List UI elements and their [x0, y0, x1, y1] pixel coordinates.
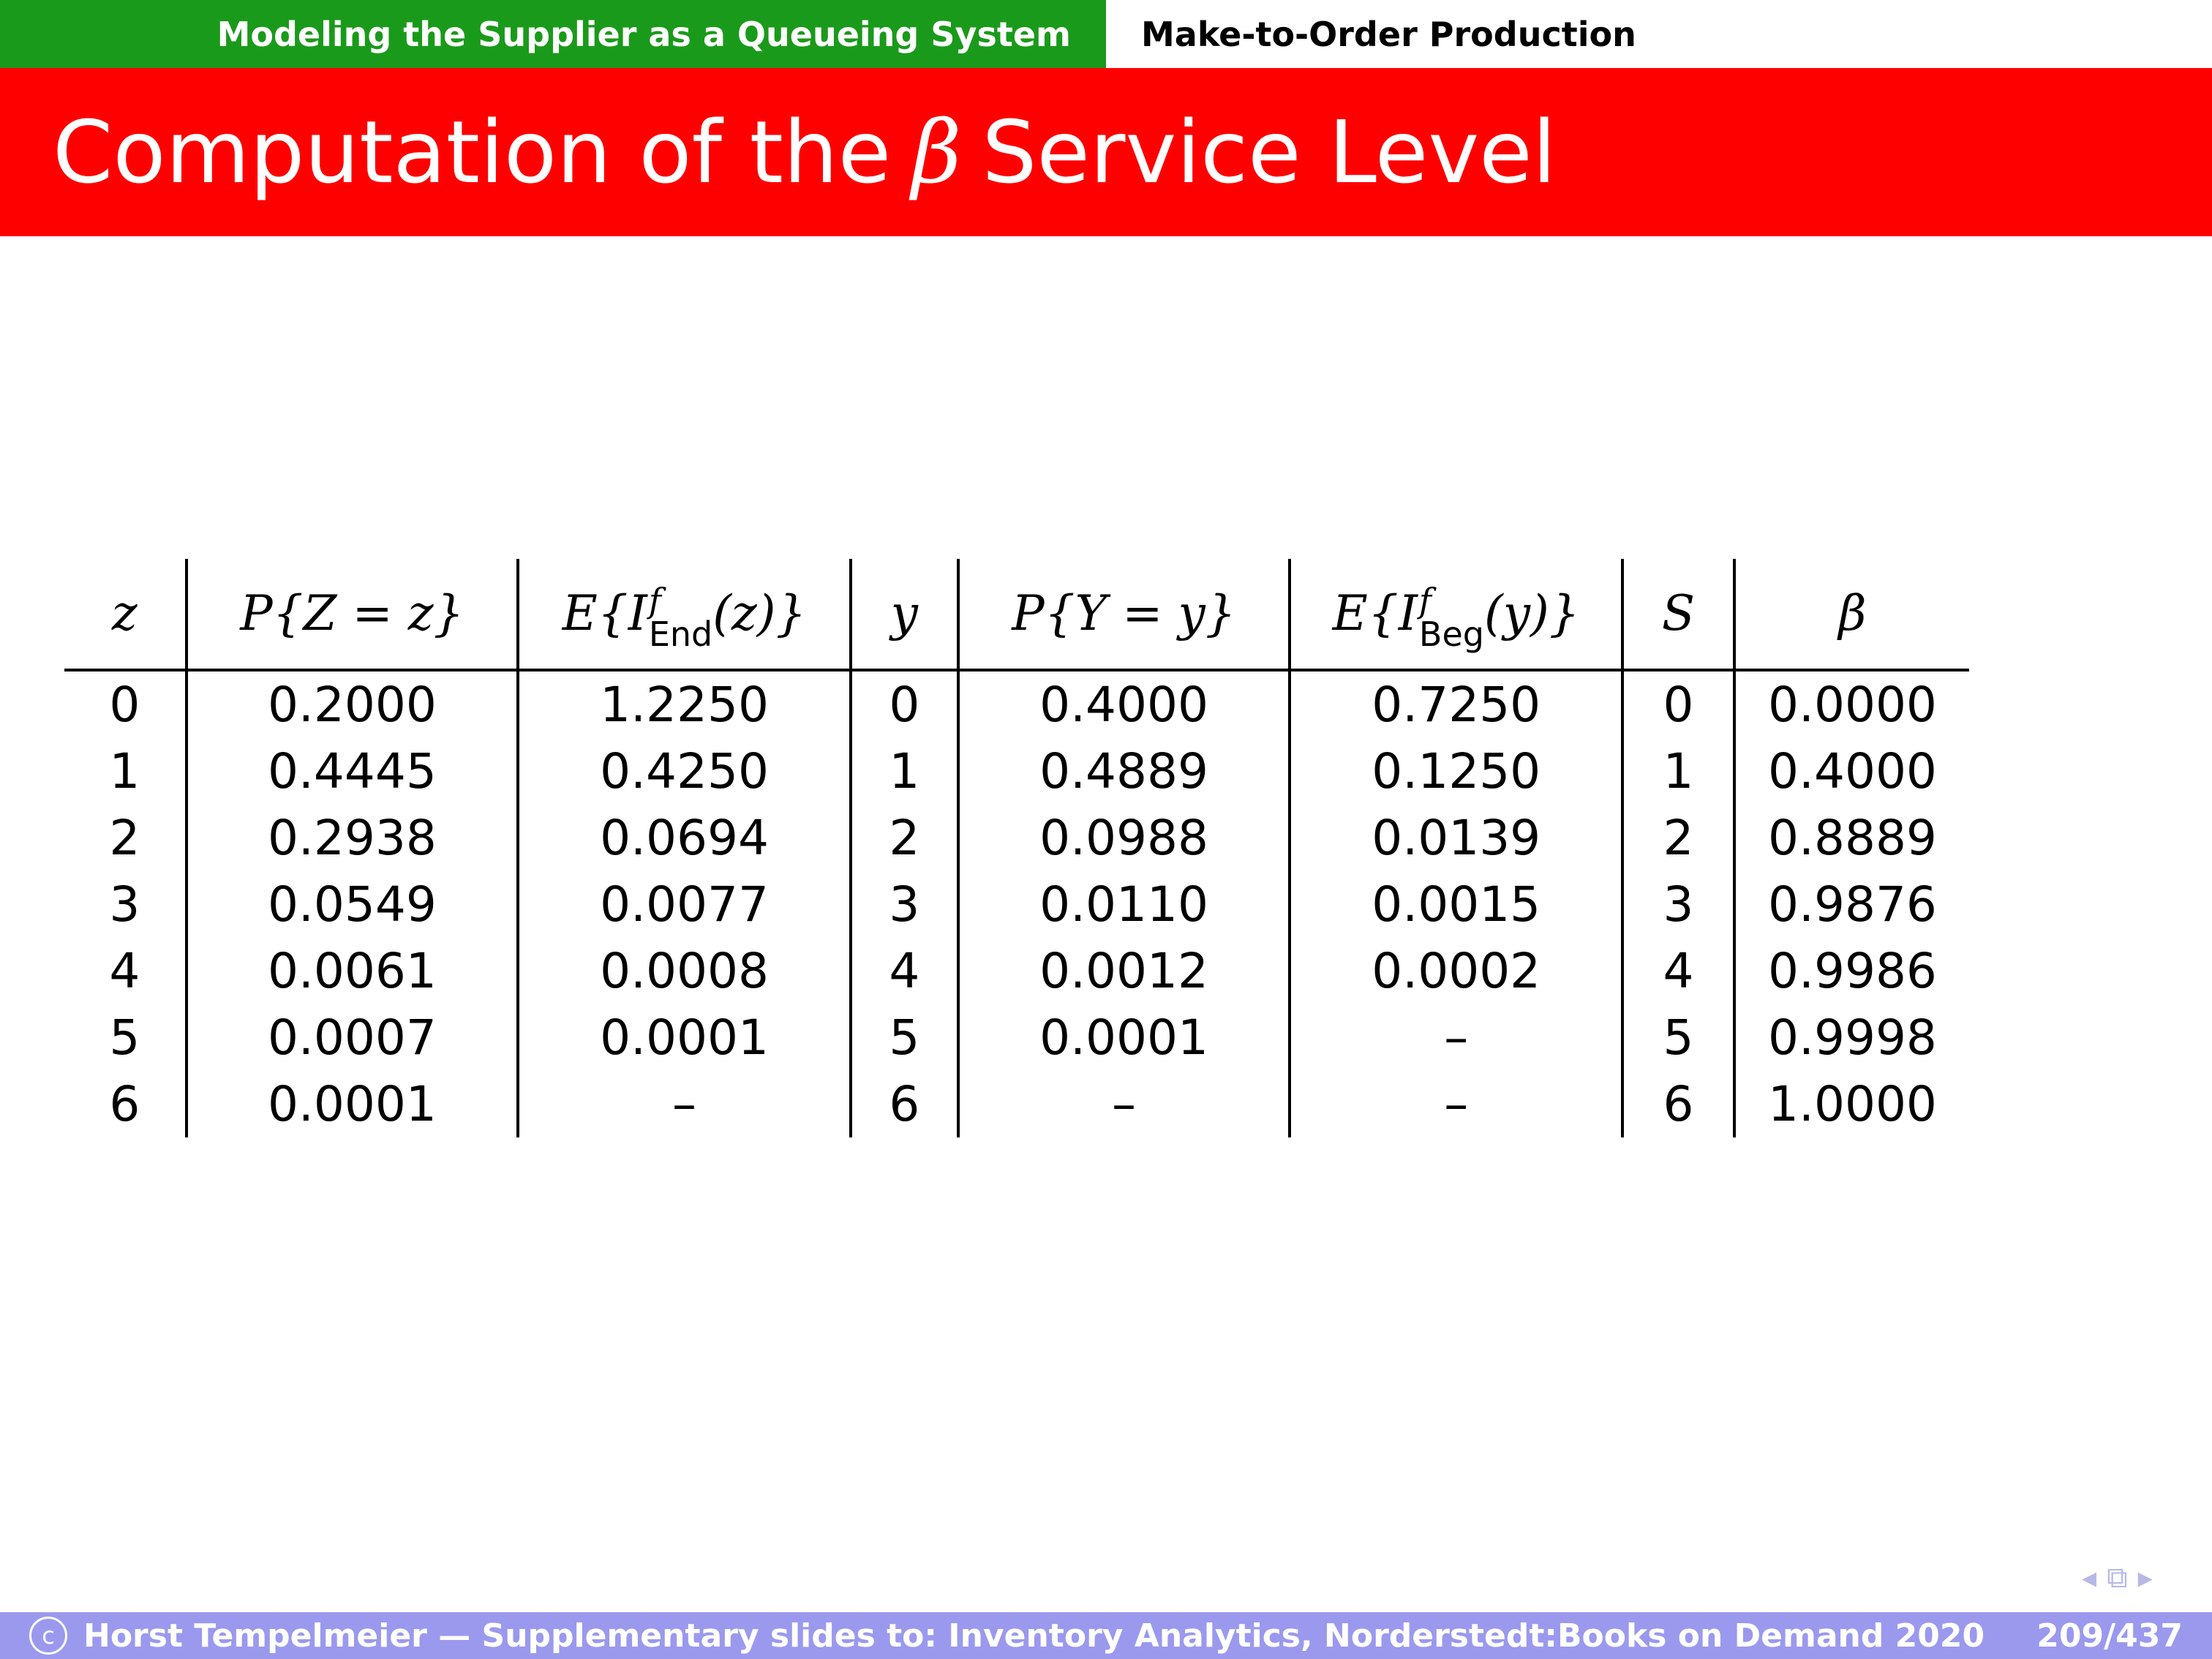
cell-py: 0.4000 [958, 670, 1290, 738]
slide-navigation [2082, 1561, 2153, 1595]
ebeg-sup: f [1418, 581, 1432, 620]
cell-beta: 0.9876 [1734, 871, 1969, 938]
cell-py: 0.0110 [958, 871, 1290, 938]
slide-title-symbol: β [911, 102, 962, 203]
cell-y: 4 [851, 938, 958, 1004]
cell-eend: 0.0694 [518, 805, 851, 871]
cell-eend: 0.4250 [518, 738, 851, 805]
col-header-py: P{Y = y} [958, 559, 1290, 670]
cell-z: 4 [109, 943, 140, 999]
cell-z: 6 [109, 1076, 140, 1132]
cell-eend: 0.0008 [518, 938, 851, 1004]
cell-s: 1 [1622, 738, 1734, 805]
eend-pre: E{I [562, 585, 647, 642]
cell-pz: 0.0001 [187, 1071, 519, 1137]
table-row [64, 871, 1969, 938]
ebeg-post: (y)} [1483, 585, 1580, 642]
table-row [64, 1071, 1969, 1137]
slide-title-prefix: Computation of the [53, 102, 892, 203]
cell-pz: 0.0061 [187, 938, 519, 1004]
cell-pz: 0.2938 [187, 805, 519, 871]
cell-ebeg: 0.0002 [1290, 938, 1622, 1004]
cell-ebeg: 0.1250 [1290, 738, 1622, 805]
table-row [64, 738, 1969, 805]
cell-py: 0.0012 [958, 938, 1290, 1004]
cell-z: 3 [109, 876, 140, 933]
cell-pz: 0.0007 [187, 1004, 519, 1071]
subsection-title[interactable]: Make-to-Order Production [1106, 0, 2212, 68]
ebeg-pre: E{I [1332, 585, 1418, 642]
cell-beta: 1.0000 [1734, 1071, 1969, 1137]
cell-s: 3 [1622, 871, 1734, 938]
cell-s: 4 [1622, 938, 1734, 1004]
cell-s: 0 [1622, 670, 1734, 738]
cell-pz: 0.0549 [187, 871, 519, 938]
cell-y: 0 [851, 670, 958, 738]
cell-eend: – [518, 1071, 851, 1137]
cell-s: 6 [1622, 1071, 1734, 1137]
cell-py: 0.0001 [958, 1004, 1290, 1071]
copyright-icon: c [29, 1617, 67, 1655]
col-header-s: S [1622, 559, 1734, 670]
cell-s: 5 [1622, 1004, 1734, 1071]
nav-prev-icon[interactable]: ◂ [2082, 1561, 2097, 1595]
ebeg-sub: Beg [1418, 614, 1484, 654]
cell-beta: 0.9998 [1734, 1004, 1969, 1071]
cell-z: 5 [109, 1009, 140, 1066]
cell-eend: 0.0077 [518, 871, 851, 938]
cell-pz: 0.4445 [187, 738, 519, 805]
cell-ebeg: 0.7250 [1290, 670, 1622, 738]
col-header-y: y [851, 559, 958, 670]
table-row [64, 670, 1969, 738]
header-bar [0, 0, 2212, 68]
cell-py: – [958, 1071, 1290, 1137]
cell-beta: 0.4000 [1734, 738, 1969, 805]
section-title[interactable]: Modeling the Supplier as a Queueing System [0, 0, 1106, 68]
cell-ebeg: – [1290, 1071, 1622, 1137]
eend-sup: f [648, 581, 661, 620]
col-header-ebeg [1290, 559, 1622, 670]
cell-y: 5 [851, 1004, 958, 1071]
cell-ebeg: 0.0139 [1290, 805, 1622, 871]
cell-y: 2 [851, 805, 958, 871]
cell-beta: 0.8889 [1734, 805, 1969, 871]
footer-credit: Horst Tempelmeier — Supplementary slides to: Inventory Analytics, Norderstedt:Books on Demand 2020 [83, 1617, 1985, 1655]
cell-y: 1 [851, 738, 958, 805]
cell-ebeg: – [1290, 1004, 1622, 1071]
cell-py: 0.0988 [958, 805, 1290, 871]
nav-next-icon[interactable]: ▸ [2137, 1561, 2153, 1595]
slide-title-suffix: Service Level [982, 102, 1557, 203]
footer-bar [0, 1612, 2212, 1659]
col-header-pz: P{Z = z} [187, 559, 519, 670]
eend-sub: End [648, 614, 713, 654]
cell-y: 6 [851, 1071, 958, 1137]
col-header-beta: β [1734, 559, 1969, 670]
eend-post: (z)} [712, 585, 807, 642]
cell-beta: 0.9986 [1734, 938, 1969, 1004]
cell-eend: 0.0001 [518, 1004, 851, 1071]
slide-title-bar [0, 68, 2212, 236]
col-header-z: z [64, 559, 187, 670]
table-row [64, 1004, 1969, 1071]
cell-s: 2 [1622, 805, 1734, 871]
table-row [64, 938, 1969, 1004]
cell-z: 2 [109, 810, 140, 866]
cell-z: 1 [109, 743, 140, 800]
table-body [64, 670, 1969, 1137]
table-row [64, 805, 1969, 871]
nav-frame-icon[interactable]: ⧉ [2107, 1561, 2128, 1595]
col-header-eend [518, 559, 851, 670]
cell-ebeg: 0.0015 [1290, 871, 1622, 938]
service-level-table [64, 559, 1969, 1137]
cell-beta: 0.0000 [1734, 670, 1969, 738]
table-header-row [64, 559, 1969, 670]
cell-z: 0 [109, 677, 140, 733]
page-number: 209/437 [2036, 1617, 2183, 1655]
cell-pz: 0.2000 [187, 670, 519, 738]
cell-eend: 1.2250 [518, 670, 851, 738]
cell-y: 3 [851, 871, 958, 938]
cell-py: 0.4889 [958, 738, 1290, 805]
